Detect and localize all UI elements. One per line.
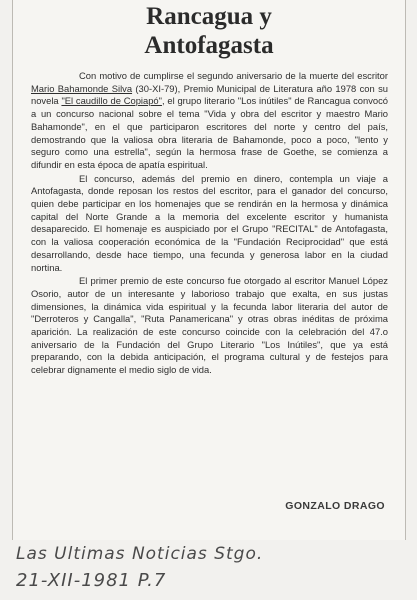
article-paragraph (31, 70, 388, 172)
paragraph-text: El primer premio de este concurso fue otorgado al escritor Manuel López Osorio, autor de un interesante y laborioso trabajo que exalta, en sus justas dimensiones, la dinámica vida espiritual y la fecunda labor literaria del autor de "Derroteros y Cangalla", "Ruta Panamericana" y otras obras inéditas de próxima aparición. La realización de este concurso coincide con la celebración del 47.o aniversario de la Fundación del Grupo Literario "Los Inútiles", que ya está preparando, con la debida anticipación, el programa cultural y de festejos para celebrar dignamente el medio siglo de vida. (31, 275, 388, 376)
handwritten-source-note: Las Ultimas Noticias Stgo. (16, 544, 264, 564)
article-paragraph (31, 275, 388, 377)
underlined-text: Mario Bahamonde Silva (31, 82, 133, 94)
article-body (31, 70, 388, 378)
newspaper-clipping (12, 0, 406, 540)
title-line-2: Antofagasta (144, 32, 274, 59)
article-paragraph (31, 173, 388, 275)
article-title (13, 2, 405, 60)
handwritten-date-page-note: 21-XII-1981 P.7 (16, 570, 167, 591)
paragraph-text: , el grupo literario "Los inútiles" de Rancagua convocó a un concurso nacional sobre el tema "Vida y obra del escritor y maestro Mario Bahamonde", en el que participaron escritores del norte y centro del país, demostrando que la valiosa obra literaria de Bahamonde, poco a poco, "lento y seguro como una estrella", según la hermosa frase de Goethe, se comienza a difundir en esta época de apatía espiritual. (31, 95, 389, 170)
paragraph-text: Con motivo de cumplirse el segundo aniversario de la muerte del escritor (79, 70, 388, 81)
title-line-1: Rancagua y (146, 3, 272, 30)
underlined-text: "El caudillo de Copiapó" (61, 95, 162, 107)
paragraph-text: El concurso, además del premio en dinero, contempla un viaje a Antofagasta, donde reposan los restos del escritor, para el ganador del concurso, quien debe participar en los homenajes que se rendirán en la hermosa y dinámica capital del Norte Grande a la memoria del excelente escritor y humanista desaparecido. El homenaje es auspiciado por el Grupo "RECITAL" de Antofagasta, con la valiosa cooperación económica de la "Fundación Reciprocidad" que está desarrollando, desde hace tiempo, una fecunda y generosa labor en la ciudad nortina. (31, 172, 388, 273)
paragraph-text: (30-XI-79), Premio Municipal de Literatura año 1978 con su novela (31, 82, 388, 107)
author-signature: GONZALO DRAGO (285, 500, 385, 512)
